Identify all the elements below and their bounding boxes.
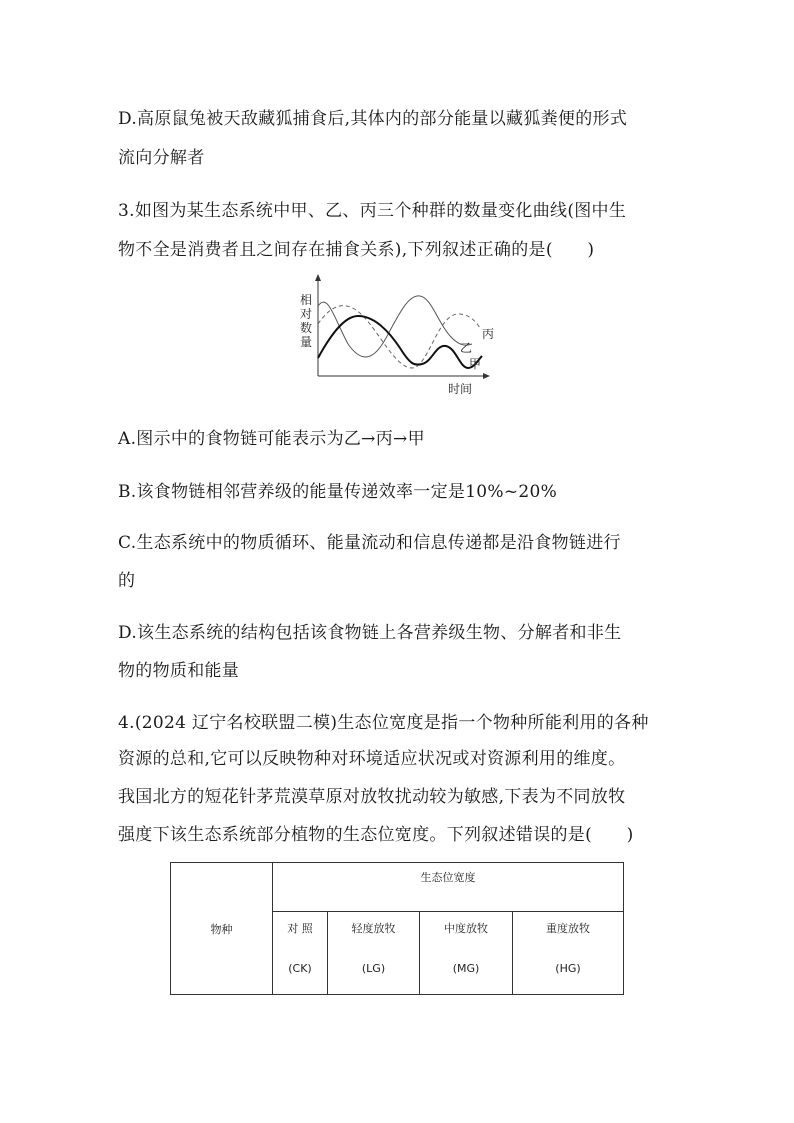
population-curve-figure: [288, 272, 508, 400]
q4-stem-line3: 我国北方的短花针茅荒漠草原对放牧扰动较为敏感,下表为不同放牧: [118, 787, 626, 807]
col-hg-name: 重度放牧: [546, 922, 590, 935]
ylabel-char-3: 数: [300, 321, 313, 335]
col-mg: [420, 912, 513, 995]
q3-option-a: A.图示中的食物链可能表示为乙→丙→甲: [118, 429, 425, 449]
col-lg-name: 轻度放牧: [351, 922, 396, 935]
q3-option-b: B.该食物链相邻营养级的能量传递效率一定是10%~20%: [118, 482, 558, 502]
col-hg: [513, 912, 624, 995]
q3-option-d-line2: 物的物质和能量: [118, 661, 240, 681]
col-lg-code: (LG): [361, 962, 386, 975]
label-yi: 乙: [460, 341, 473, 355]
option-d-prev-line2: 流向分解者: [118, 148, 205, 168]
q3-option-d-line1: D.该生态系统的结构包括该食物链上各营养级生物、分解者和非生: [118, 623, 622, 643]
col-ck-name: 对 照: [287, 922, 313, 935]
niche-width-table: [170, 862, 624, 995]
q4-stem-line2: 资源的总和,它可以反映物种对环境适应状况或对资源利用的维度。: [118, 749, 626, 769]
col-mg-code: (MG): [452, 962, 480, 975]
q3-stem-line1: 3.如图为某生态系统中甲、乙、丙三个种群的数量变化曲线(图中生: [118, 201, 627, 221]
population-curve-svg: [288, 272, 508, 400]
col-mg-name: 中度放牧: [444, 922, 488, 935]
ylabel-char-2: 对: [300, 307, 313, 321]
group-header: [273, 863, 624, 912]
col-lg: [328, 912, 420, 995]
xlabel: 时间: [448, 382, 473, 396]
species-header-text: 物种: [210, 922, 233, 936]
q4-stem-line4: 强度下该生态系统部分植物的生态位宽度。下列叙述错误的是( ): [118, 825, 634, 845]
q3-option-c-line2: 的: [118, 571, 136, 591]
col-hg-code: (HG): [555, 962, 581, 975]
y-axis-arrow: [315, 274, 321, 281]
col-ck: [273, 912, 328, 995]
q3-stem-line2: 物不全是消费者且之间存在捕食关系),下列叙述正确的是( ): [118, 240, 595, 260]
q3-option-c-line1: C.生态系统中的物质循环、能量流动和信息传递都是沿食物链进行: [118, 533, 621, 553]
q4-stem-line1: 4.(2024 辽宁名校联盟二模)生态位宽度是指一个物种所能利用的各种: [118, 713, 649, 733]
x-axis-arrow: [483, 373, 490, 379]
label-bing: 丙: [482, 327, 495, 341]
option-d-prev-line1: D.高原鼠兔被天敌藏狐捕食后,其体内的部分能量以藏狐粪便的形式: [118, 109, 628, 129]
group-header-text: 生态位宽度: [420, 871, 476, 884]
label-jia: 甲: [469, 357, 482, 371]
ylabel-char-4: 量: [300, 335, 313, 349]
ylabel-char-1: 相: [300, 293, 313, 307]
species-header: [171, 863, 273, 995]
col-ck-code: (CK): [288, 962, 312, 975]
